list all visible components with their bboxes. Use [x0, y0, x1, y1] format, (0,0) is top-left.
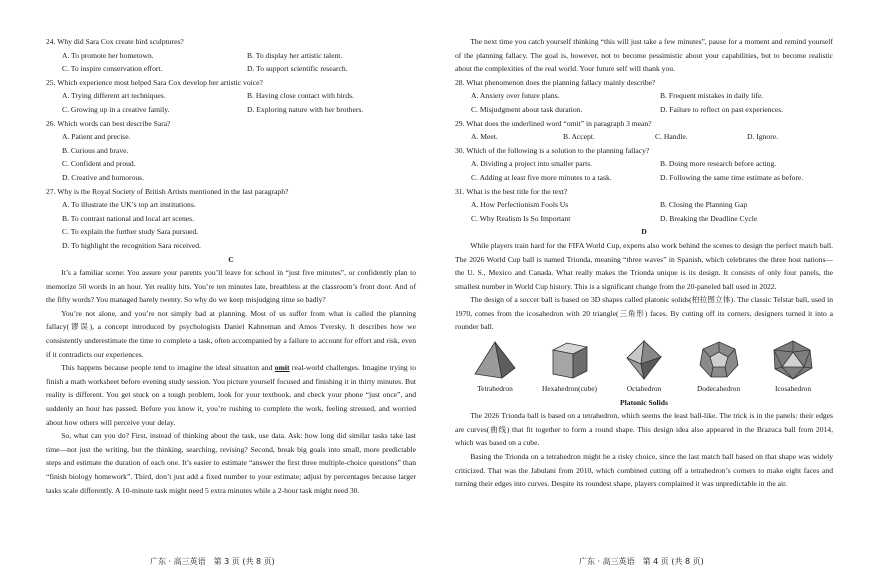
question-30-options	[455, 157, 833, 184]
tetrahedron-icon	[472, 340, 518, 380]
option-24c[interactable]: C. To inspire conservation effort.	[62, 64, 163, 74]
passage-c-paragraph-5: The next time you catch yourself thinking “this will just take a few minutes”, pause for a moment and remind yourself of the planning fallacy. The goal is, however, not to become pessimistic about your capabilities, but to become realistic about the complexities of the real world. Your future self will thank you.	[455, 37, 833, 74]
question-30: 30. Which of the following is a solution to the planning fallacy?	[455, 145, 650, 155]
question-29: 29. What does the underlined word “omit” in paragraph 3 mean?	[455, 118, 652, 128]
option-24a[interactable]: A. To promote her hometown.	[62, 50, 154, 60]
option-28c[interactable]: C. Misjudgment about task duration.	[471, 104, 583, 114]
cube-icon	[547, 340, 593, 380]
option-27c[interactable]: C. To explain the further study Sara pursued.	[62, 227, 199, 237]
left-column	[46, 35, 416, 497]
option-24b[interactable]: B. To display her artistic talent.	[247, 50, 343, 60]
question-27: 27. Why is the Royal Society of British Artists mentioned in the last paragraph?	[46, 186, 289, 196]
option-26d[interactable]: D. Creative and humorous.	[62, 172, 145, 182]
option-25c[interactable]: C. Growing up in a creative family.	[62, 104, 170, 114]
underlined-word-omit: omit	[274, 363, 290, 373]
question-26: 26. Which words can best describe Sara?	[46, 118, 171, 128]
icosahedron-icon	[770, 340, 816, 380]
section-d-heading: D	[641, 227, 647, 237]
passage-d-paragraph-2: The design of a soccer ball is based on 3D shapes called platonic solids(柏拉图立体). The classic Telstar ball, used in 1970, comes from the icosahedron with 20 triangle(三角形) faces. By cutting off its corners, designers turned it into a rounder ball.	[455, 295, 833, 332]
option-28b[interactable]: B. Frequent mistakes in daily life.	[660, 91, 764, 101]
paragraph-3-text-before: This happens because people tend to imagine the ideal situation and	[61, 363, 275, 373]
option-24d[interactable]: D. To support scientific research.	[247, 64, 348, 74]
option-30b[interactable]: B. Doing more research before acting.	[660, 159, 777, 169]
option-31b[interactable]: B. Closing the Planning Gap	[660, 200, 748, 210]
option-28d[interactable]: D. Failure to reflect on past experiences.	[660, 104, 784, 114]
passage-c-paragraph-4: So, what can you do? First, instead of thinking about the task, use data. Ask: how long did similar tasks take last time—not just the writing, but the thinking, searching, revising? Second, break big goals into small, more predictable steps and estimate the duration of each one. It’s easier to estimate “answer the first three multiple-choice questions” than “finish biology homework”. Third, don’t just add a fixed number to your estimate; adjust by percentages because larger tasks scale differently. A 10-minute task might need 5 extra minutes while a 2-hour task might need 30.	[46, 431, 416, 495]
solid-tetrahedron	[463, 340, 527, 396]
question-24: 24. Why did Sara Cox create bird sculptures?	[46, 37, 184, 46]
option-26a[interactable]: A. Patient and precise.	[62, 132, 131, 142]
paragraph-3-text-after: real-world challenges. Imagine trying to finish a math worksheet before evening study session. You picture yourself focused and finishing it in thirty minutes. But reality is different. You get stuck on a tough problem, look for your textbook, and check your phone “just once”, and suddenly an hour has passed. Before you know it, you’re rushing to complete the work, feeling stressed, and worried about how others will perceive your delay.	[46, 363, 416, 427]
option-31c[interactable]: C. Why Realism Is So Important	[471, 213, 571, 223]
figure-title: Platonic Solids	[620, 397, 668, 407]
option-30d[interactable]: D. Following the same time estimate as before.	[660, 172, 804, 182]
option-27a[interactable]: A. To illustrate the UK’s top art institutions.	[62, 200, 196, 210]
option-25b[interactable]: B. Having close contact with birds.	[247, 91, 354, 101]
option-27b[interactable]: B. To contrast national and local art scenes.	[62, 213, 194, 223]
right-column	[455, 35, 833, 491]
page-3-footer: 广东 · 高三英语 第 3 页 (共 8 页)	[150, 557, 275, 566]
solid-dodecahedron	[687, 340, 751, 396]
label-dodecahedron: Dodecahedron	[696, 384, 741, 394]
platonic-solids-figure	[455, 340, 833, 396]
option-29c[interactable]: C. Handle.	[655, 132, 688, 142]
question-28: 28. What phenomenon does the planning fallacy mainly describe?	[455, 77, 656, 87]
question-24-options	[46, 49, 416, 76]
dodecahedron-icon	[696, 340, 742, 380]
label-icosahedron: Icosahedron	[774, 384, 812, 394]
question-25-options	[46, 89, 416, 116]
section-c-heading: C	[228, 254, 234, 264]
option-26b[interactable]: B. Curious and brave.	[62, 145, 129, 155]
passage-c-paragraph-1: It’s a familiar scene: You assure your parents you’ll leave for school in “just five minutes”, or confidently plan to memorize 50 words in an hour. Yet reality hits. You’re ten minutes late, breathless at the classroom’s front door. And of the fifty words? You managed barely twenty. So why do we keep misjudging time so badly?	[46, 268, 416, 305]
option-31d[interactable]: D. Breaking the Deadline Cycle	[660, 213, 758, 223]
option-26c[interactable]: C. Confident and proud.	[62, 159, 136, 169]
label-octahedron: Octahedron	[626, 384, 662, 394]
solid-octahedron	[612, 340, 676, 396]
option-29b[interactable]: B. Accept.	[563, 132, 595, 142]
option-29d[interactable]: D. Ignore.	[747, 132, 778, 142]
question-25: 25. Which experience most helped Sara Cox develop her artistic voice?	[46, 77, 263, 87]
passage-c-paragraph-3	[46, 361, 416, 429]
option-27d[interactable]: D. To highlight the recognition Sara received.	[62, 240, 201, 250]
option-25a[interactable]: A. Trying different art techniques.	[62, 91, 166, 101]
solid-cube	[538, 340, 602, 396]
option-30c[interactable]: C. Adding at least five more minutes to a task.	[471, 172, 612, 182]
option-30a[interactable]: A. Dividing a project into smaller parts.	[471, 159, 593, 169]
option-31a[interactable]: A. How Perfectionism Fools Us	[471, 200, 569, 210]
label-tetrahedron: Tetrahedron	[477, 384, 513, 394]
option-28a[interactable]: A. Anxiety over future plans.	[471, 91, 560, 101]
question-31: 31. What is the best title for the text?	[455, 186, 568, 196]
right-page	[435, 0, 870, 578]
passage-c-paragraph-2: You’re not alone, and you’re not simply bad at planning. Most of us suffer from what is called the planning fallacy(谬误), a concept introduced by psychologists Daniel Kahneman and Amos Tversky. It describes how we consistently underestimate the time to complete a task, often accompanied by a failure to account for effort and risk, even if it contradicts our experiences.	[46, 308, 416, 359]
option-29a[interactable]: A. Meet.	[471, 132, 498, 142]
question-29-options	[455, 130, 833, 144]
page-4-footer: 广东 · 高三英语 第 4 页 (共 8 页)	[579, 557, 704, 566]
passage-d-paragraph-3: The 2026 Trionda ball is based on a tetrahedron, which seems the least ball-like. The trick is in the panels: their edges are curves(曲线) that fit together to form a round shape. This design idea also appeared in the Brazuca ball from 2014, which was based on a cube.	[455, 411, 833, 448]
octahedron-icon	[621, 340, 667, 380]
passage-d-paragraph-4: Basing the Trionda on a tetrahedron might be a risky choice, since the last match ball based on that shape was widely criticized. That was the Jabulani from 2010, which combined cutting off a tetrahedron’s corners to make eight faces and turning their edges into curves. Despite its roundest shape, players complained it was unpredictable in the air.	[455, 452, 833, 489]
passage-d-paragraph-1: While players train hard for the FIFA World Cup, experts also work behind the scenes to design the perfect match ball. The 2026 World Cup ball is named Trionda, meaning “three waves” in Spanish, which celebrates the three host nations—the U. S., Mexico and Canada. What really makes the Trionda unique is its design. It consists of only four panels, the smallest number in World Cup history. This is a significant change from the 20-paneled ball used in 2022.	[455, 240, 833, 291]
option-25d[interactable]: D. Exploring nature with her brothers.	[247, 104, 364, 114]
solid-icosahedron	[761, 340, 825, 396]
label-cube: Hexahedron(cube)	[542, 384, 597, 394]
question-31-options	[455, 198, 833, 225]
question-28-options	[455, 89, 833, 116]
